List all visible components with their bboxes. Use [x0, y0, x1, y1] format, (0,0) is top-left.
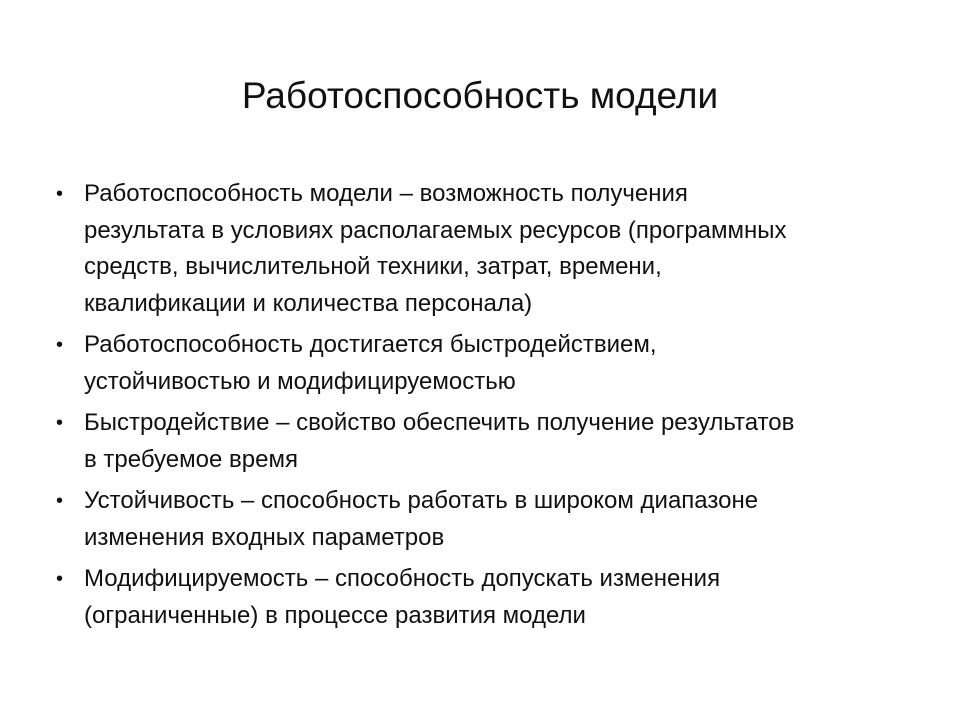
bullet-item-1 [52, 176, 912, 322]
bullet-item-5 [52, 561, 912, 634]
bullet-icon: • [56, 568, 64, 590]
bullet-5-line-1: Модифицируемость – способность допускать изменения [84, 565, 721, 592]
bullet-item-4 [52, 483, 912, 556]
bullet-1-line-4: квалификации и количества персонала) [84, 289, 533, 317]
bullet-icon: • [56, 490, 64, 512]
bullet-list [52, 176, 912, 639]
bullet-2-line-2: устойчивостью и модифицируемостью [84, 367, 516, 395]
bullet-item-3 [52, 405, 912, 478]
bullet-4-line-1: Устойчивость – способность работать в широком диапазоне [84, 487, 759, 514]
bullet-1-line-3: средств, вычислительной техники, затрат, времени, [84, 253, 662, 280]
bullet-4-line-2: изменения входных параметров [84, 523, 445, 551]
bullet-1-line-1: Работоспособность модели – возможность получения [84, 180, 688, 207]
bullet-5-line-2: (ограниченные) в процессе развития модели [84, 601, 586, 629]
bullet-3-line-1: Быстродействие – свойство обеспечить получение результатов [84, 409, 795, 436]
bullet-icon: • [56, 334, 64, 356]
bullet-icon: • [56, 183, 64, 205]
bullet-1-line-2: результата в условиях располагаемых ресурсов (программных [84, 216, 787, 244]
bullet-2-line-1: Работоспособность достигается быстродействием, [84, 331, 657, 358]
bullet-3-line-2: в требуемое время [84, 445, 298, 473]
bullet-item-2 [52, 327, 912, 400]
bullet-icon: • [56, 412, 64, 434]
slide-title: Работоспособность модели [241, 75, 719, 116]
